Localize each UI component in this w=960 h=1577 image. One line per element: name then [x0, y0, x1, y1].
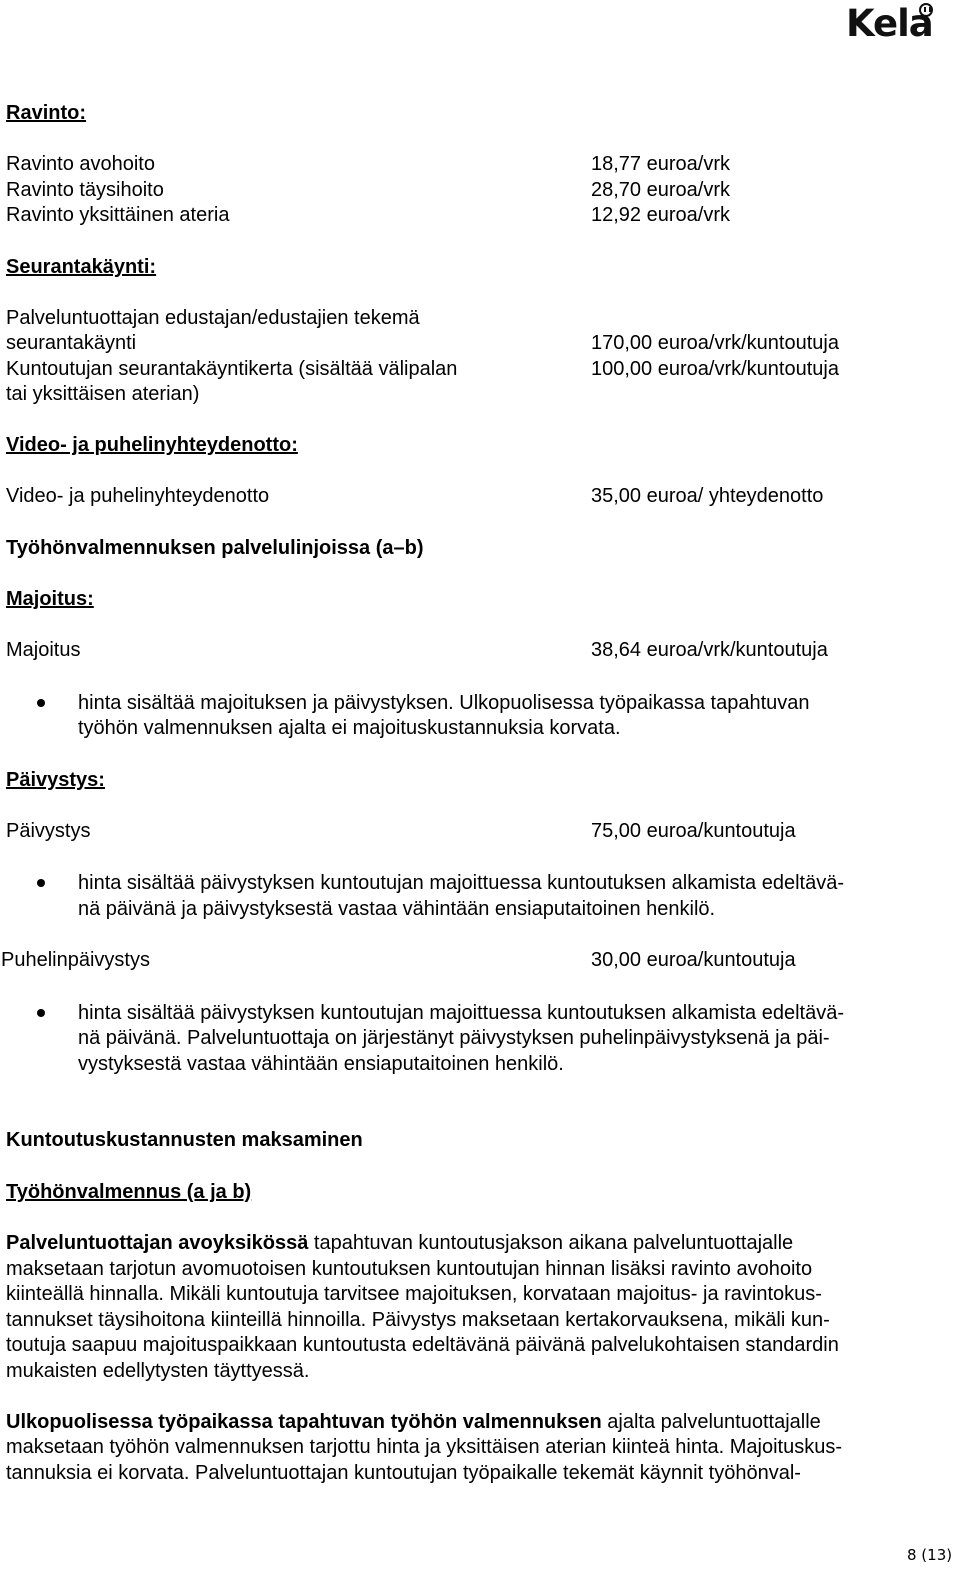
logo-text: Kela	[846, 2, 933, 45]
seuranta-heading: Seurantakäynti:	[6, 256, 157, 278]
kustannukset-heading: Kuntoutuskustannusten maksaminen	[6, 1129, 363, 1151]
paragraph-1-line-4: tannukset täysihoitona kiinteillä hinnoilla. Päivystys maksetaan kertakorvauksena, mikäli kun-	[6, 1309, 830, 1331]
majoitus-note-line-1: hinta sisältää majoituksen ja päivystyksen. Ulkopuolisessa työpaikassa tapahtuvan	[78, 692, 810, 714]
ravinto-value-1: 18,77 euroa/vrk	[591, 153, 730, 175]
ravinto-heading: Ravinto:	[6, 102, 86, 124]
ravinto-label-3: Ravinto yksittäinen ateria	[6, 204, 230, 226]
video-label: Video- ja puhelinyhteydenotto	[6, 485, 270, 507]
seuranta-line-3: Kuntoutujan seurantakäyntikerta (sisältää välipalan	[6, 358, 458, 380]
video-heading: Video- ja puhelinyhteydenotto:	[6, 434, 298, 456]
majoitus-note-line-2: työhön valmennuksen ajalta ei majoituskustannuksia korvata.	[78, 717, 621, 739]
tyohonvalmennus-subheading: Työhönvalmennus (a ja b)	[6, 1181, 252, 1203]
paragraph-2-line-2: maksetaan työhön valmennuksen tarjottu hinta ja yksittäisen aterian kiinteä hinta. Majoituskus-	[6, 1436, 843, 1458]
page-number: 8 (13)	[907, 1546, 953, 1564]
paragraph-2-first-rest: ajalta palveluntuottajalle	[601, 1411, 821, 1433]
paivystys-value: 75,00 euroa/kuntoutuja	[591, 820, 796, 842]
majoitus-label: Majoitus	[6, 639, 81, 661]
seuranta-line-2: seurantakäynti	[6, 332, 137, 354]
paragraph-2-line-1	[6, 1410, 938, 1436]
ravinto-value-3: 12,92 euroa/vrk	[591, 204, 730, 226]
puhelin-value: 30,00 euroa/kuntoutuja	[591, 949, 796, 971]
seuranta-value-1: 170,00 euroa/vrk/kuntoutuja	[591, 332, 839, 354]
puhelin-note-line-1: hinta sisältää päivystyksen kuntoutujan majoittuessa kuntoutuksen alkamista edeltävä-	[78, 1002, 844, 1024]
seuranta-value-2: 100,00 euroa/vrk/kuntoutuja	[591, 358, 839, 380]
puhelin-note-line-2: nä päivänä. Palveluntuottaja on järjestänyt päivystyksen puhelinpäivystyksenä ja päi-	[78, 1027, 830, 1049]
puhelin-note-line-3: vystyksestä vastaa vähintään ensiaputaitoinen henkilö.	[78, 1053, 564, 1075]
ravinto-label-1: Ravinto avohoito	[6, 153, 155, 175]
bullet-icon	[37, 879, 45, 887]
paivystys-note-line-2: nä päivänä ja päivystyksestä vastaa vähintään ensiaputaitoinen henkilö.	[78, 898, 716, 920]
paragraph-1-line-2: maksetaan tarjotun avomuotoisen kuntoutuksen kuntoutujan hinnan lisäksi ravinto avohoito	[6, 1258, 813, 1280]
paragraph-1-line-3: kiinteällä hinnalla. Mikäli kuntoutuja tarvitsee majoituksen, korvataan majoitus- ja ravintokus-	[6, 1283, 822, 1305]
paivystys-heading: Päivystys:	[6, 769, 105, 791]
paragraph-2-line-3: tannuksia ei korvata. Palveluntuottajan kuntoutujan työpaikalle tekemät käynnit työhönval-	[6, 1462, 801, 1484]
logo-emblem-icon	[919, 3, 933, 17]
bullet-icon	[37, 699, 45, 707]
paivystys-note-line-1: hinta sisältää päivystyksen kuntoutujan majoittuessa kuntoutuksen alkamista edeltävä-	[78, 872, 844, 894]
seuranta-line-4: tai yksittäisen aterian)	[6, 383, 200, 405]
video-value: 35,00 euroa/ yhteydenotto	[591, 485, 824, 507]
majoitus-value: 38,64 euroa/vrk/kuntoutuja	[591, 639, 828, 661]
paragraph-1-bold: Palveluntuottajan avoyksikössä	[6, 1232, 309, 1254]
bullet-icon	[37, 1009, 45, 1017]
majoitus-heading: Majoitus:	[6, 588, 94, 610]
paragraph-2-bold: Ulkopuolisessa työpaikassa tapahtuvan työhön valmennuksen	[6, 1411, 602, 1433]
paragraph-1-line-5: toutuja saapuu majoituspaikkaan kuntoutusta edeltävänä päivänä palvelukohtaisen standardin	[6, 1334, 839, 1356]
paragraph-1-line-1	[6, 1231, 938, 1257]
tyohon-heading: Työhönvalmennuksen palvelulinjoissa (a–b)	[6, 537, 424, 559]
paragraph-1-line-6: mukaisten edellytysten täyttyessä.	[6, 1360, 310, 1382]
ravinto-value-2: 28,70 euroa/vrk	[591, 179, 730, 201]
seuranta-line-1: Palveluntuottajan edustajan/edustajien tekemä	[6, 307, 420, 329]
puhelin-label: Puhelinpäivystys	[1, 949, 150, 971]
paragraph-1-first-rest: tapahtuvan kuntoutusjakson aikana palveluntuottajalle	[308, 1232, 794, 1254]
paivystys-label: Päivystys	[6, 820, 91, 842]
kela-logo	[846, 2, 946, 46]
ravinto-label-2: Ravinto täysihoito	[6, 179, 164, 201]
